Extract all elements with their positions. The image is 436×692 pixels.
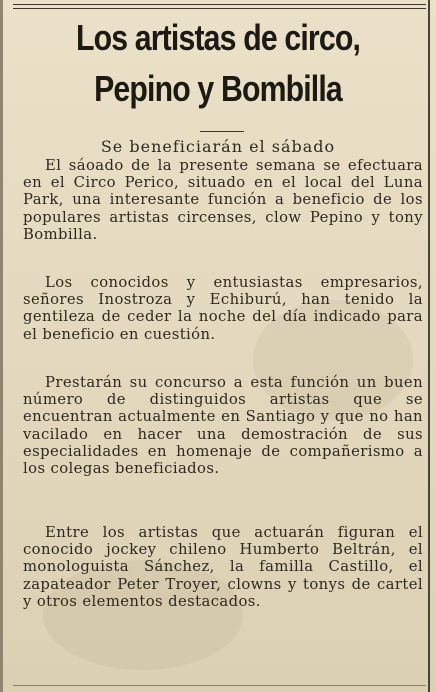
column-divider-rule xyxy=(428,0,430,692)
headline-divider xyxy=(200,131,244,132)
article-paragraph: Prestarán su concurso a esta función un buen número de distinguidos artistas que se encuentran actualmente en Santiago y que no han vacilado en hacer una demostración de sus especialidades en homenaje de compañerismo a los colegas beneficiados. xyxy=(23,374,423,478)
article-paragraph: Los conocidos y entusiastas empresarios, señores Inostroza y Echiburú, han tenido la gentileza de ceder la noche del día indicado para el beneficio en cuestión. xyxy=(23,274,423,343)
article-paragraph: Entre los artistas que actuarán figuran el conocido jockey chileno Humberto Beltrán, el monologuista Sánchez, la familla Castillo, el zapateador Peter Troyer, clowns y tonys de cartel y otros elementos destacados. xyxy=(23,524,423,610)
article-headline: Los artistas de circo, Pepino y Bombilla xyxy=(75,17,361,109)
bottom-border-rule xyxy=(13,685,426,686)
top-border-rule xyxy=(13,4,426,9)
article-subheadline: Se beneficiarán el sábado xyxy=(100,137,336,156)
article-paragraph: El sáoado de la presente semana se efectuara en el Circo Perico, situado en el local del Luna Park, una interesante función a beneficio de los populares artistas circenses, clow Pepino y tony Bombilla. xyxy=(23,157,423,243)
